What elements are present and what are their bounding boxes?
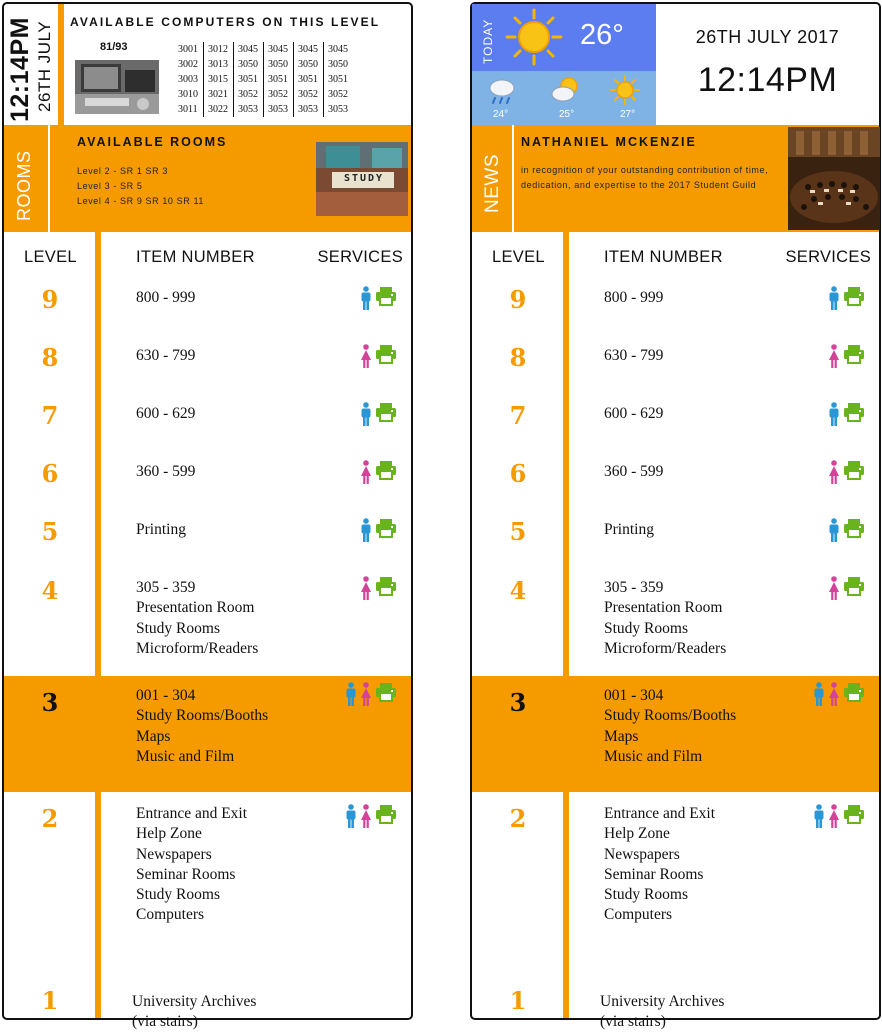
sun-icon <box>610 75 640 110</box>
item-line: Newspapers <box>136 845 212 863</box>
computer-id: 3050 <box>268 59 288 70</box>
item-list <box>132 992 256 1033</box>
services-icons <box>828 518 865 547</box>
orchestra-photo <box>788 127 880 230</box>
item-line: 630 - 799 <box>604 347 664 364</box>
item-line: 305 - 359 <box>604 579 664 596</box>
level-column-header: LEVEL <box>24 248 77 266</box>
rooms-line: Level 4 - SR 9 SR 10 SR 11 <box>77 196 204 206</box>
computer-id: 3052 <box>238 89 258 100</box>
table-row <box>4 958 411 1031</box>
right-signage-panel <box>470 2 881 1031</box>
item-list <box>136 288 195 308</box>
item-line: Printing <box>604 521 654 538</box>
today-temperature: 26° <box>580 19 624 51</box>
computer-id: 3013 <box>208 59 228 70</box>
header <box>4 4 411 125</box>
item-line: University Archives <box>600 993 725 1010</box>
rain-cloud-icon <box>487 77 517 110</box>
item-line: Presentation Room <box>136 599 255 617</box>
services-icons <box>360 402 397 431</box>
services-icons <box>828 460 865 489</box>
item-line: Maps <box>136 727 171 745</box>
computer-id: 3010 <box>178 89 198 100</box>
item-line: Microform/Readers <box>136 639 259 657</box>
computer-id: 3053 <box>298 104 318 115</box>
computer-id: 3053 <box>268 104 288 115</box>
printer-icon <box>843 576 865 601</box>
item-list <box>604 804 715 926</box>
item-line: Entrance and Exit <box>136 805 248 822</box>
services-icons <box>360 460 397 489</box>
news-side-label: NEWS <box>482 154 503 213</box>
level-number: 5 <box>41 517 59 546</box>
computer-id: 3051 <box>328 74 348 85</box>
item-column-header: ITEM NUMBER <box>136 248 255 266</box>
level-number: 6 <box>509 459 527 488</box>
table-row <box>472 274 879 332</box>
computer-id: 3001 <box>178 44 198 55</box>
today-label: TODAY <box>481 18 495 64</box>
printer-icon <box>843 682 865 707</box>
printer-icon <box>843 460 865 485</box>
item-line: Computers <box>604 906 673 924</box>
table-row <box>472 792 879 958</box>
computer-id: 3045 <box>238 44 258 55</box>
item-list <box>604 404 663 424</box>
item-line: Study Rooms/Booths <box>604 707 737 725</box>
item-line: 600 - 629 <box>136 405 196 422</box>
rooms-list <box>77 164 204 209</box>
item-list <box>600 992 724 1033</box>
computer-id: 3053 <box>238 104 258 115</box>
level-number: 6 <box>41 459 59 488</box>
male-icon <box>345 804 357 833</box>
forecast-temp: 27° <box>620 109 636 120</box>
table-row <box>4 332 411 390</box>
level-number: 8 <box>41 343 59 372</box>
column-divider <box>563 232 569 1018</box>
printer-icon <box>843 402 865 427</box>
table-row <box>4 676 411 792</box>
computer-id: 3051 <box>268 74 288 85</box>
computer-column <box>323 42 353 117</box>
item-line: Microform/Readers <box>604 639 727 657</box>
male-icon <box>828 518 840 547</box>
study-photo-text: STUDY <box>343 173 385 184</box>
printer-icon <box>375 804 397 829</box>
item-line: 800 - 999 <box>604 289 664 306</box>
level-number: 5 <box>509 517 527 546</box>
item-line: 305 - 359 <box>136 579 196 596</box>
forecast-temp: 24° <box>493 109 509 120</box>
news-divider <box>512 125 514 232</box>
services-icons <box>360 344 397 373</box>
table-row <box>4 390 411 448</box>
level-number: 2 <box>509 804 527 833</box>
printer-icon <box>375 576 397 601</box>
item-list <box>136 346 195 366</box>
study-photo <box>316 142 408 216</box>
table-row <box>472 332 879 390</box>
female-icon <box>828 804 840 833</box>
item-list <box>136 686 268 767</box>
level-number: 9 <box>509 285 527 314</box>
services-icons <box>828 576 865 605</box>
item-list <box>136 578 258 659</box>
item-line: 001 - 304 <box>136 687 196 704</box>
rooms-line: Level 2 - SR 1 SR 3 <box>77 166 168 176</box>
news-section <box>472 125 879 232</box>
female-icon <box>360 344 372 373</box>
male-icon <box>360 518 372 547</box>
female-icon <box>360 460 372 489</box>
level-number: 1 <box>41 986 59 1015</box>
item-list <box>136 462 195 482</box>
male-icon <box>828 286 840 315</box>
services-icons <box>828 402 865 431</box>
computer-id: 3022 <box>208 104 228 115</box>
printer-icon <box>843 804 865 829</box>
computer-column <box>233 42 263 117</box>
item-list <box>604 520 654 540</box>
services-icons <box>813 804 865 833</box>
item-line: University Archives <box>132 993 257 1010</box>
level-column-header: LEVEL <box>492 248 545 266</box>
computer-column <box>263 42 293 117</box>
computer-id: 3053 <box>328 104 348 115</box>
services-icons <box>345 682 397 711</box>
item-line: 800 - 999 <box>136 289 196 306</box>
item-line: 360 - 599 <box>136 463 196 480</box>
computer-id: 3052 <box>328 89 348 100</box>
printer-icon <box>843 344 865 369</box>
services-icons <box>360 286 397 315</box>
time-display: 12:14PM <box>6 17 34 122</box>
weather-forecast <box>472 71 656 125</box>
computer-column <box>293 42 323 117</box>
item-line: Presentation Room <box>604 599 723 617</box>
printer-icon <box>375 460 397 485</box>
level-number: 9 <box>41 285 59 314</box>
item-line: Study Rooms <box>136 619 220 637</box>
sun-icon <box>505 8 563 71</box>
rooms-divider <box>48 125 50 232</box>
weather-today <box>472 4 656 71</box>
directory-table <box>472 232 879 1031</box>
item-list <box>604 346 663 366</box>
computer-photo <box>75 60 159 114</box>
services-icons <box>828 286 865 315</box>
item-line: Printing <box>136 521 186 538</box>
level-number: 7 <box>41 401 59 430</box>
female-icon <box>828 682 840 711</box>
female-icon <box>828 460 840 489</box>
table-row <box>472 390 879 448</box>
printer-icon <box>843 518 865 543</box>
computer-id: 3015 <box>208 74 228 85</box>
male-icon <box>813 804 825 833</box>
date-display: 26TH JULY <box>35 20 54 112</box>
item-line: (via stairs) <box>132 1013 198 1031</box>
item-list <box>604 288 663 308</box>
level-number: 8 <box>509 343 527 372</box>
rooms-side-label: ROOMS <box>14 150 34 221</box>
table-row <box>4 792 411 958</box>
table-row <box>472 958 879 1031</box>
computer-column <box>203 42 233 117</box>
female-icon <box>360 576 372 605</box>
item-line: Music and Film <box>136 747 235 765</box>
rooms-title: AVAILABLE ROOMS <box>77 135 228 149</box>
level-number: 2 <box>41 804 59 833</box>
header-divider <box>58 4 64 125</box>
services-icons <box>345 804 397 833</box>
item-line: Entrance and Exit <box>604 805 716 822</box>
partly-sunny-icon <box>550 75 582 110</box>
item-list <box>136 520 186 540</box>
level-number: 3 <box>509 688 527 717</box>
item-column-header: ITEM NUMBER <box>604 248 723 266</box>
item-line: 001 - 304 <box>604 687 664 704</box>
computer-id: 3012 <box>208 44 228 55</box>
level-number: 3 <box>41 688 59 717</box>
item-line: 360 - 599 <box>604 463 664 480</box>
item-line: Computers <box>136 906 205 924</box>
male-icon <box>828 402 840 431</box>
time-display: 12:14PM <box>697 61 838 99</box>
level-number: 4 <box>41 576 59 605</box>
female-icon <box>360 804 372 833</box>
printer-icon <box>375 286 397 311</box>
item-line: Study Rooms <box>136 886 220 904</box>
services-column-header: SERVICES <box>785 248 871 266</box>
computers-count: 81/93 <box>100 41 128 53</box>
male-icon <box>360 286 372 315</box>
table-row <box>4 564 411 676</box>
level-number: 1 <box>509 986 527 1015</box>
computer-id: 3045 <box>298 44 318 55</box>
level-number: 7 <box>509 401 527 430</box>
computer-id: 3002 <box>178 59 198 70</box>
table-row <box>472 448 879 506</box>
date-display: 26TH JULY 2017 <box>695 27 840 47</box>
item-line: Study Rooms/Booths <box>136 707 269 725</box>
printer-icon <box>375 682 397 707</box>
computer-id: 3050 <box>328 59 348 70</box>
news-body: in recognition of your outstanding contribution of time, dedication, and expertise to the 2017 Student Guild <box>521 165 769 190</box>
services-column-header: SERVICES <box>317 248 403 266</box>
item-line: Seminar Rooms <box>136 865 236 883</box>
printer-icon <box>375 518 397 543</box>
item-line: Music and Film <box>604 747 703 765</box>
computers-grid <box>174 42 353 117</box>
female-icon <box>828 576 840 605</box>
item-line: Help Zone <box>604 825 670 843</box>
services-icons <box>360 518 397 547</box>
item-line: Seminar Rooms <box>604 865 704 883</box>
services-icons <box>360 576 397 605</box>
female-icon <box>360 682 372 711</box>
item-line: (via stairs) <box>600 1013 666 1031</box>
item-list <box>604 578 726 659</box>
computers-title: AVAILABLE COMPUTERS ON THIS LEVEL <box>70 15 381 29</box>
male-icon <box>813 682 825 711</box>
item-list <box>604 462 663 482</box>
table-row <box>4 274 411 332</box>
table-row <box>4 448 411 506</box>
printer-icon <box>375 344 397 369</box>
services-icons <box>828 344 865 373</box>
male-icon <box>360 402 372 431</box>
computer-id: 3052 <box>298 89 318 100</box>
item-line: Study Rooms <box>604 886 688 904</box>
item-list <box>136 804 247 926</box>
computer-id: 3003 <box>178 74 198 85</box>
header <box>472 4 879 125</box>
computer-id: 3051 <box>238 74 258 85</box>
item-line: Help Zone <box>136 825 202 843</box>
printer-icon <box>843 286 865 311</box>
column-divider <box>95 232 101 1018</box>
computer-id: 3050 <box>238 59 258 70</box>
computer-id: 3011 <box>178 104 198 115</box>
computer-id: 3045 <box>268 44 288 55</box>
item-line: Study Rooms <box>604 619 688 637</box>
table-row <box>4 506 411 564</box>
female-icon <box>828 344 840 373</box>
services-icons <box>813 682 865 711</box>
forecast-temp: 25° <box>559 109 575 120</box>
rooms-section <box>4 125 411 232</box>
item-list <box>604 686 736 767</box>
male-icon <box>345 682 357 711</box>
computer-id: 3045 <box>328 44 348 55</box>
news-title: NATHANIEL MCKENZIE <box>521 135 697 149</box>
rooms-line: Level 3 - SR 5 <box>77 181 143 191</box>
table-row <box>472 676 879 792</box>
computer-id: 3052 <box>268 89 288 100</box>
table-row <box>472 506 879 564</box>
item-line: 600 - 629 <box>604 405 664 422</box>
item-line: Newspapers <box>604 845 680 863</box>
computer-column <box>174 42 203 117</box>
item-list <box>136 404 195 424</box>
level-number: 4 <box>509 576 527 605</box>
table-row <box>472 564 879 676</box>
directory-table <box>4 232 411 1031</box>
computer-id: 3050 <box>298 59 318 70</box>
computer-id: 3021 <box>208 89 228 100</box>
printer-icon <box>375 402 397 427</box>
item-line: 630 - 799 <box>136 347 196 364</box>
left-signage-panel <box>2 2 413 1031</box>
item-line: Maps <box>604 727 639 745</box>
computer-id: 3051 <box>298 74 318 85</box>
